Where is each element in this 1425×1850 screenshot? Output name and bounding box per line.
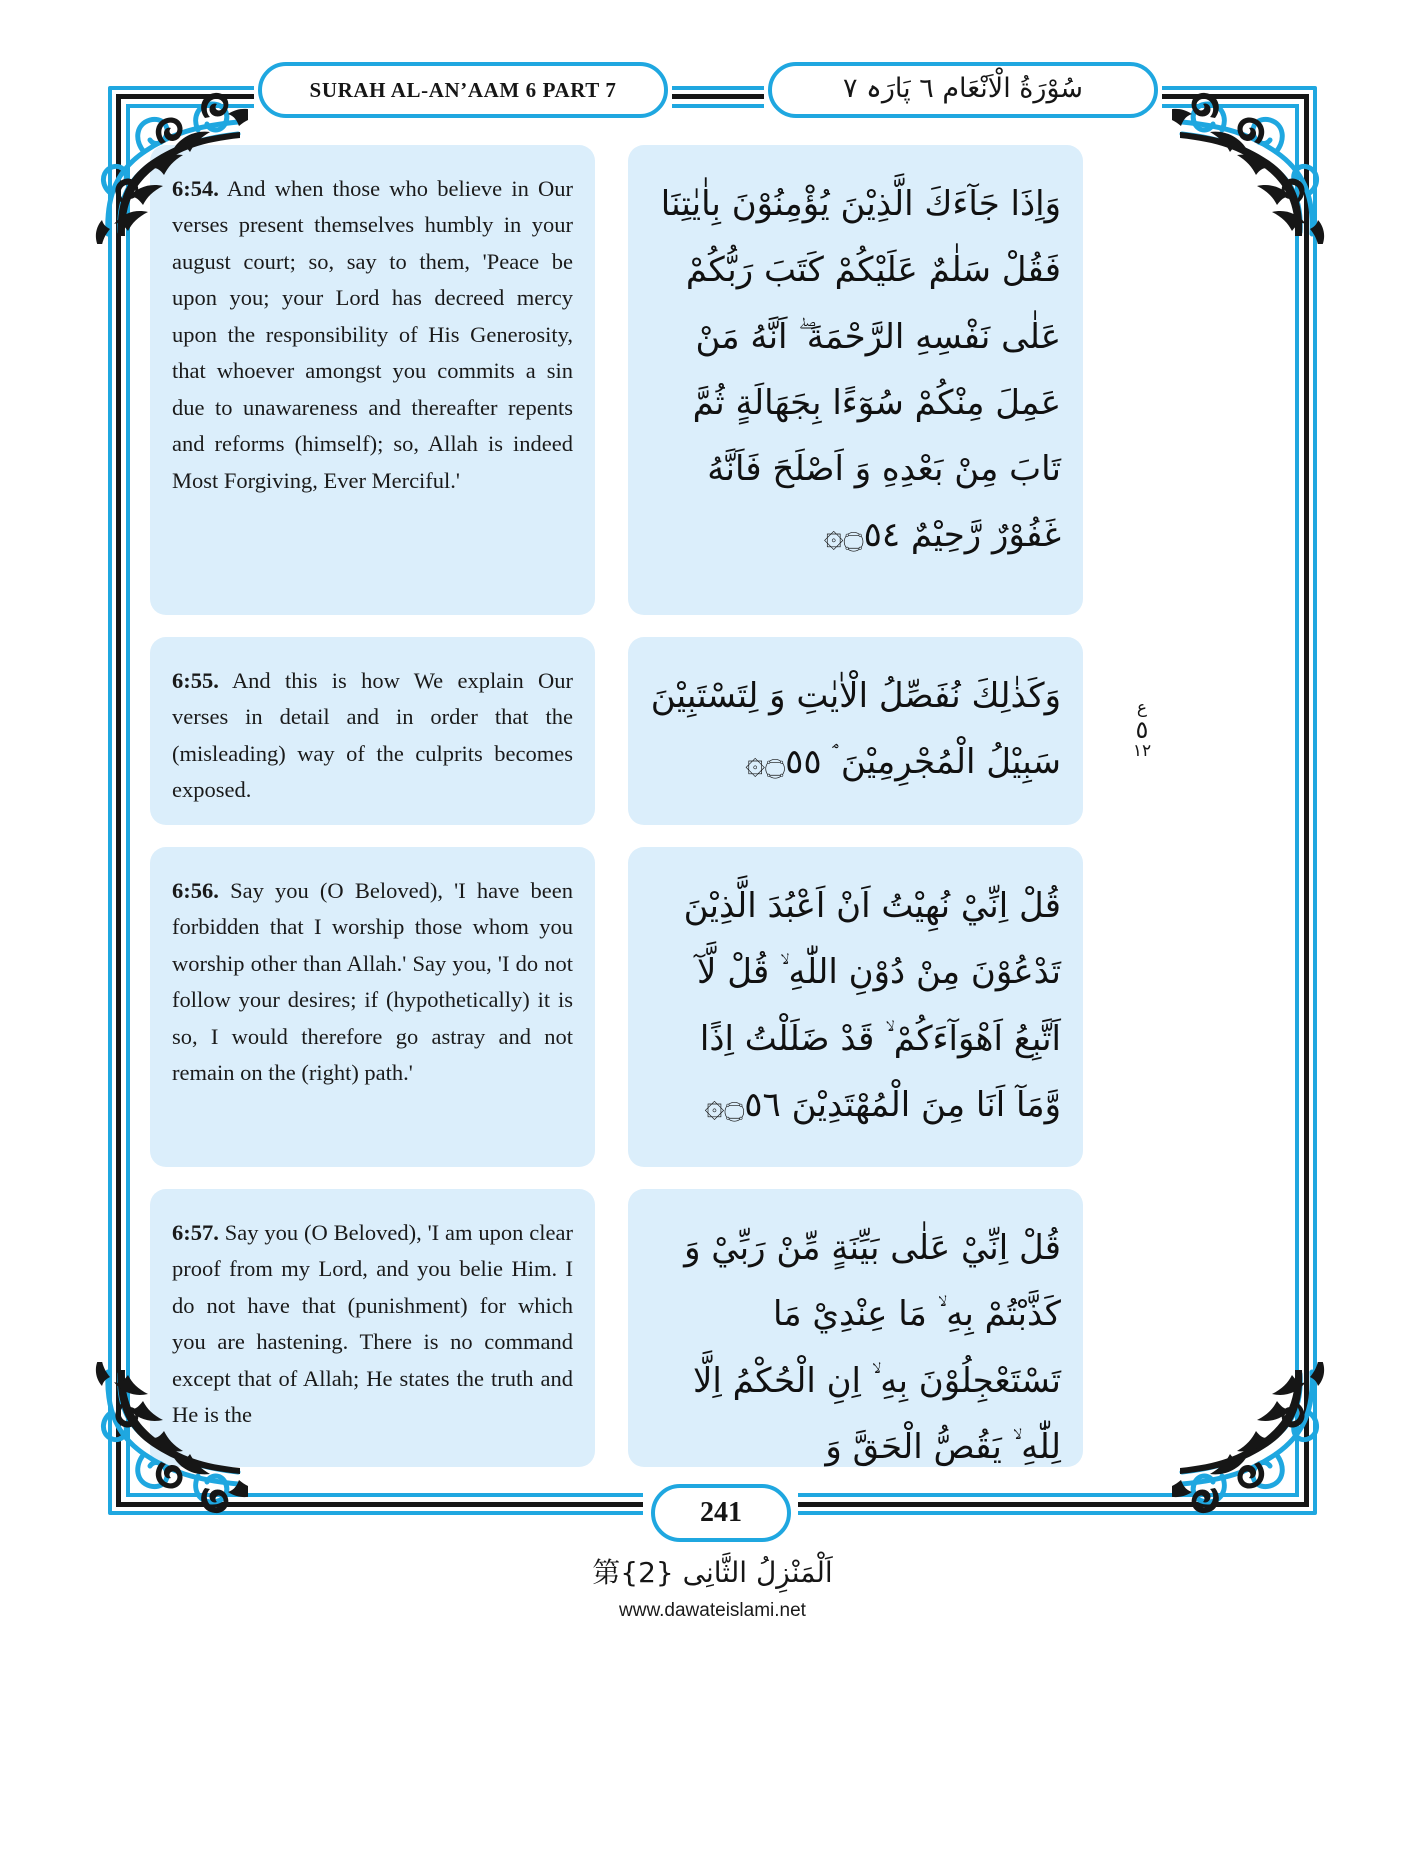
verse-text: And this is how We explain Our verses in detail and in order that the (misleading) way of the culprits becomes exposed. [172, 668, 573, 803]
surah-title-text: SURAH AL-AN’AAM 6 PART 7 [309, 77, 617, 102]
page-footer [108, 1484, 1317, 1548]
ruku-marker-middle: ٥ [1135, 715, 1149, 744]
verse-block-arabic: وَاِذَا جَآءَكَ الَّذِيْنَ يُؤْمِنُوْنَ بِاٰيٰتِنَا فَقُلْ سَلٰمٌ عَلَيْكُمْ كَتَبَ رَبُّكُمْ عَلٰى نَفْسِهِ الرَّحْمَةَ ۖ اَنَّهُ مَنْ عَمِلَ مِنْكُمْ سُوٓءًا بِجَهَالَةٍ ثُمَّ تَابَ مِنْ بَعْدِهِ وَ اَصْلَحَ فَاَنَّهُ غَفُوْرٌ رَّحِيْمٌ ۝٥٤۞ [628, 145, 1083, 615]
verse-number: 6:55. [172, 668, 219, 693]
surah-title-pill [258, 62, 668, 118]
english-translation-column [150, 145, 595, 1465]
corner-ornament-bottom-right [1172, 1362, 1342, 1532]
page-number-text: 241 [700, 1497, 742, 1528]
verse-text: Say you (O Beloved), 'I have been forbidden that I worship those whom you worship other than Allah.' Say you, 'I do not follow your desires; if (hypothetically) it is so, I would therefore go astray and not remain on the (right) path.' [172, 878, 573, 1086]
verse-block-arabic: قُلْ اِنِّيْ نُهِيْتُ اَنْ اَعْبُدَ الَّذِيْنَ تَدْعُوْنَ مِنْ دُوْنِ اللّٰهِ ۙ قُلْ لَّآ اَتَّبِعُ اَهْوَآءَكُمْ ۙ قَدْ ضَلَلْتُ اِذًا وَّمَآ اَنَا مِنَ الْمُهْتَدِيْنَ ۝٥٦۞ [628, 847, 1083, 1167]
verse-block-arabic: قُلْ اِنِّيْ عَلٰى بَيِّنَةٍ مِّنْ رَبِّيْ وَ كَذَّبْتُمْ بِهِ ۙ مَا عِنْدِيْ مَا تَسْتَعْجِلُوْنَ بِهِ ۙ اِنِ الْحُكْمُ اِلَّا لِلّٰهِ ۙ يَقُصُّ الْحَقَّ وَ [628, 1189, 1083, 1467]
page-header [108, 62, 1317, 124]
corner-ornament-top-right [1172, 74, 1342, 244]
corner-ornament-bottom-left [78, 1362, 248, 1532]
verse-block-english [150, 847, 595, 1167]
website-url: www.dawateislami.net [619, 1600, 806, 1621]
verse-number: 6:57. [172, 1220, 219, 1245]
corner-ornament-top-left [78, 74, 248, 244]
verse-block-arabic: وَكَذٰلِكَ نُفَصِّلُ الْاٰيٰتِ وَ لِتَسْتَبِيْنَ سَبِيْلُ الْمُجْرِمِيْنَ ۘ ۝٥٥۞ [628, 637, 1083, 825]
verse-block-english [150, 637, 595, 825]
verse-number: 6:54. [172, 176, 219, 201]
manzil-label: اَلْمَنْزِلُ الثَّانِی 第{2} [592, 1556, 833, 1589]
verse-text: Say you (O Beloved), 'I am upon clear proof from my Lord, and you belie Him. I do not have that (punishment) for which you are hastening. There is no command except that of Allah; He states the truth and He is the [172, 1220, 573, 1428]
page-number-pill [651, 1484, 791, 1542]
verse-columns [150, 145, 1275, 1465]
verse-text: And when those who believe in Our verses present themselves humbly in your august court; so, say to them, 'Peace be upon you; your Lord has decreed mercy upon the responsibility of His Generosity, that whoever amongst you commits a sin due to unawareness and thereafter repents and reforms (himself); so, Allah is indeed Most Forgiving, Ever Merciful.' [172, 176, 573, 493]
surah-title-arabic-pill [768, 62, 1158, 118]
ruku-marker [1120, 700, 1164, 761]
verse-number: 6:56. [172, 878, 219, 903]
arabic-text-column [628, 145, 1083, 1465]
ruku-marker-bottom: ١٢ [1132, 741, 1152, 762]
ruku-marker-top: ع [1136, 698, 1148, 718]
surah-title-arabic-text: سُوْرَةُ الْاَنْعَام ٦ پَارَہ ٧ [842, 72, 1084, 104]
